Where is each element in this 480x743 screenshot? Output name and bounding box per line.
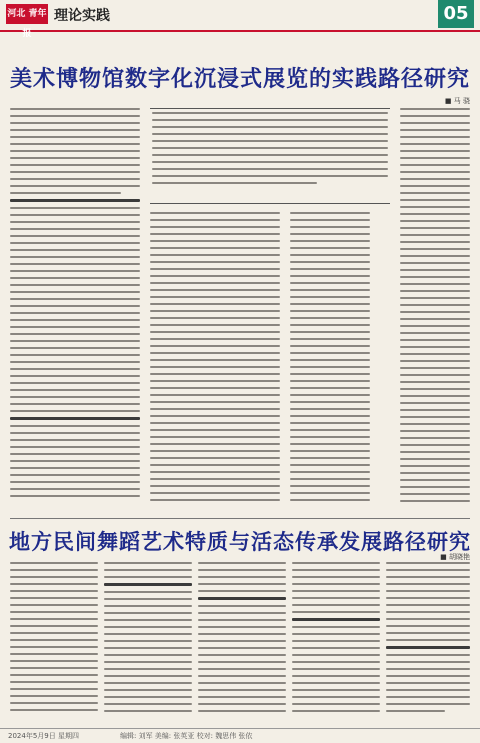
article2-column-2 xyxy=(104,562,192,722)
section-label: 理论实践 xyxy=(54,8,110,24)
article1-column-2 xyxy=(150,212,280,516)
article1-column-1 xyxy=(10,108,140,516)
article2-column-5 xyxy=(386,562,470,722)
article1-title: 美术博物馆数字化沉浸式展览的实践路径研究 xyxy=(9,67,470,92)
article1-abstract xyxy=(150,108,390,204)
article2-byline: ■ 胡晓艳 xyxy=(440,553,470,561)
article2-column-4 xyxy=(292,562,380,722)
article2-column-1 xyxy=(10,562,98,722)
article1-column-3 xyxy=(290,212,370,516)
article-divider xyxy=(10,518,470,519)
masthead xyxy=(0,0,480,39)
newspaper-logo: 河北 青年报 xyxy=(6,4,48,24)
footer-editors: 编辑: 刘军 美编: 张英亚 校对: 魏思伟 张依 xyxy=(120,732,253,740)
page-footer xyxy=(0,728,480,743)
article1-column-4 xyxy=(400,108,470,516)
article1-byline: ■ 马 骁 xyxy=(444,97,470,105)
article2-title: 地方民间舞蹈艺术特质与活态传承发展路径研究 xyxy=(9,530,471,554)
footer-date: 2024年5月9日 星期四 xyxy=(8,732,79,740)
page-number: 05 xyxy=(438,0,474,28)
article2-column-3 xyxy=(198,562,286,722)
